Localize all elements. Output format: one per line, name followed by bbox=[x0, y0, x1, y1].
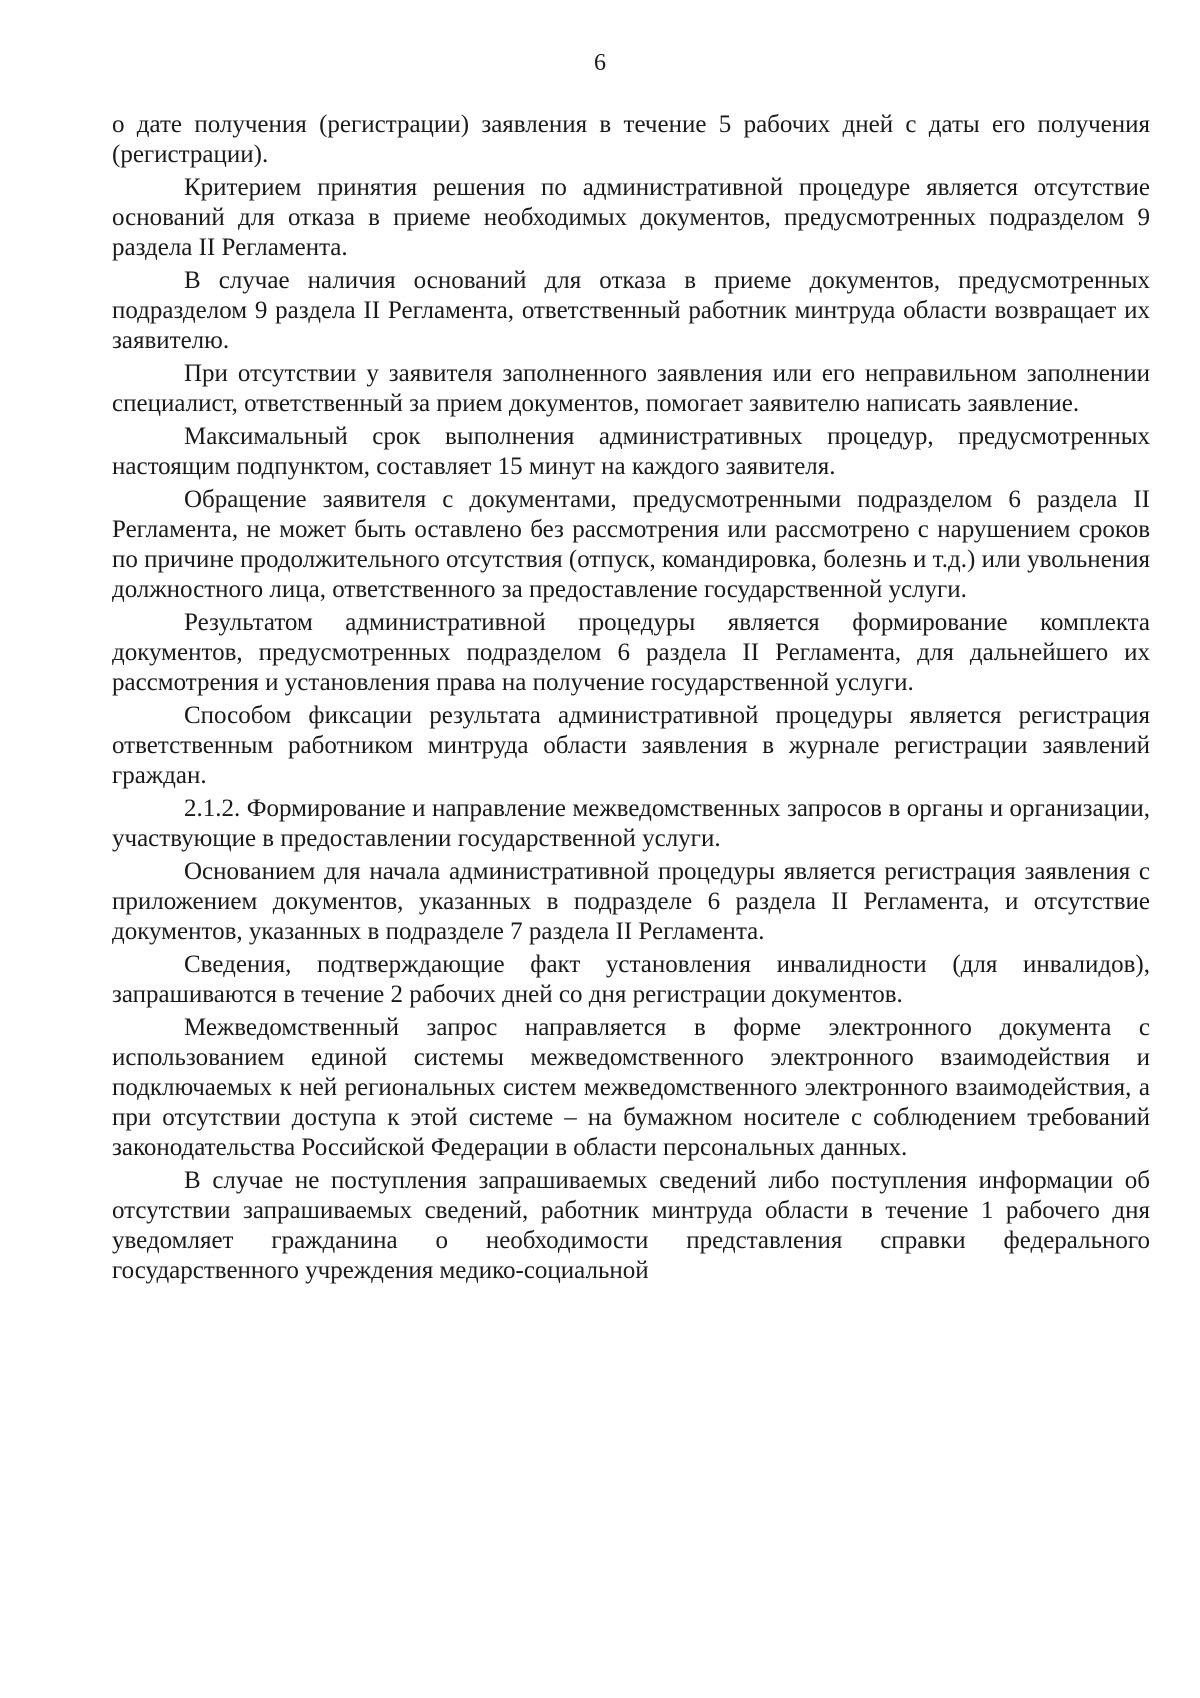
paragraph-continuation: о дате получения (регистрации) заявления в течение 5 рабочих дней с даты его получения (регистрации). bbox=[112, 111, 1150, 168]
paragraph-disability-info-request: Сведения, подтверждающие факт установления инвалидности (для инвалидов), запрашиваются в течение 2 рабочих дней со дня регистрации документов. bbox=[112, 951, 1150, 1008]
paragraph-refusal-return: В случае наличия оснований для отказа в приеме документов, предусмотренных подразделом 9 раздела II Регламента, ответственный работник минтруда области возвращает их заявителю. bbox=[112, 267, 1150, 354]
paragraph-max-duration: Максимальный срок выполнения административных процедур, предусмотренных настоящим подпунктом, составляет 15 минут на каждого заявителя. bbox=[112, 423, 1150, 480]
paragraph-absence-of-official: Обращение заявителя с документами, предусмотренными подразделом 6 раздела II Регламента, не может быть оставлено без рассмотрения или рассмотрено с нарушением сроков по причине продолжительного отсутствия (отпуск, командировка, болезнь и т.д.) или увольнения должностного лица, ответственного за предоставление государственной услуги. bbox=[112, 486, 1150, 603]
page-number: 6 bbox=[594, 50, 606, 76]
paragraph-result-recording: Способом фиксации результата административной процедуры является регистрация ответственным работником минтруда области заявления в журнале регистрации заявлений граждан. bbox=[112, 702, 1150, 789]
paragraph-interagency-request-form: Межведомственный запрос направляется в форме электронного документа с использованием единой системы межведомственного электронного взаимодействия и подключаемых к ней региональных систем межведомственного электронного взаимодействия, а при отсутствии доступа к этой системе – на бумажном носителе с соблюдением требований законодательства Российской Федерации в области персональных данных. bbox=[112, 1014, 1150, 1161]
paragraph-application-assistance: При отсутствии у заявителя заполненного заявления или его неправильном заполнении специалист, ответственный за прием документов, помогает заявителю написать заявление. bbox=[112, 360, 1150, 417]
paragraph-procedure-basis: Основанием для начала административной процедуры является регистрация заявления с приложением документов, указанных в подразделе 6 раздела II Регламента, и отсутствие документов, указанных в подразделе 7 раздела II Регламента. bbox=[112, 858, 1150, 945]
paragraph-decision-criterion: Критерием принятия решения по административной процедуре является отсутствие оснований для отказа в приеме необходимых документов, предусмотренных подразделом 9 раздела II Регламента. bbox=[112, 174, 1150, 261]
paragraph-section-heading-2-1-2: 2.1.2. Формирование и направление межведомственных запросов в органы и организации, участвующие в предоставлении государственной услуги. bbox=[112, 795, 1150, 852]
paragraph-missing-info-notification: В случае не поступления запрашиваемых сведений либо поступления информации об отсутствии запрашиваемых сведений, работник минтруда области в течение 1 рабочего дня уведомляет гражданина о необходимости представления справки федерального государственного учреждения медико-социальной bbox=[112, 1167, 1150, 1284]
paragraph-procedure-result: Результатом административной процедуры является формирование комплекта документов, предусмотренных подразделом 6 раздела II Регламента, для дальнейшего их рассмотрения и установления права на получение государственной услуги. bbox=[112, 609, 1150, 696]
document-body bbox=[112, 110, 1150, 1286]
